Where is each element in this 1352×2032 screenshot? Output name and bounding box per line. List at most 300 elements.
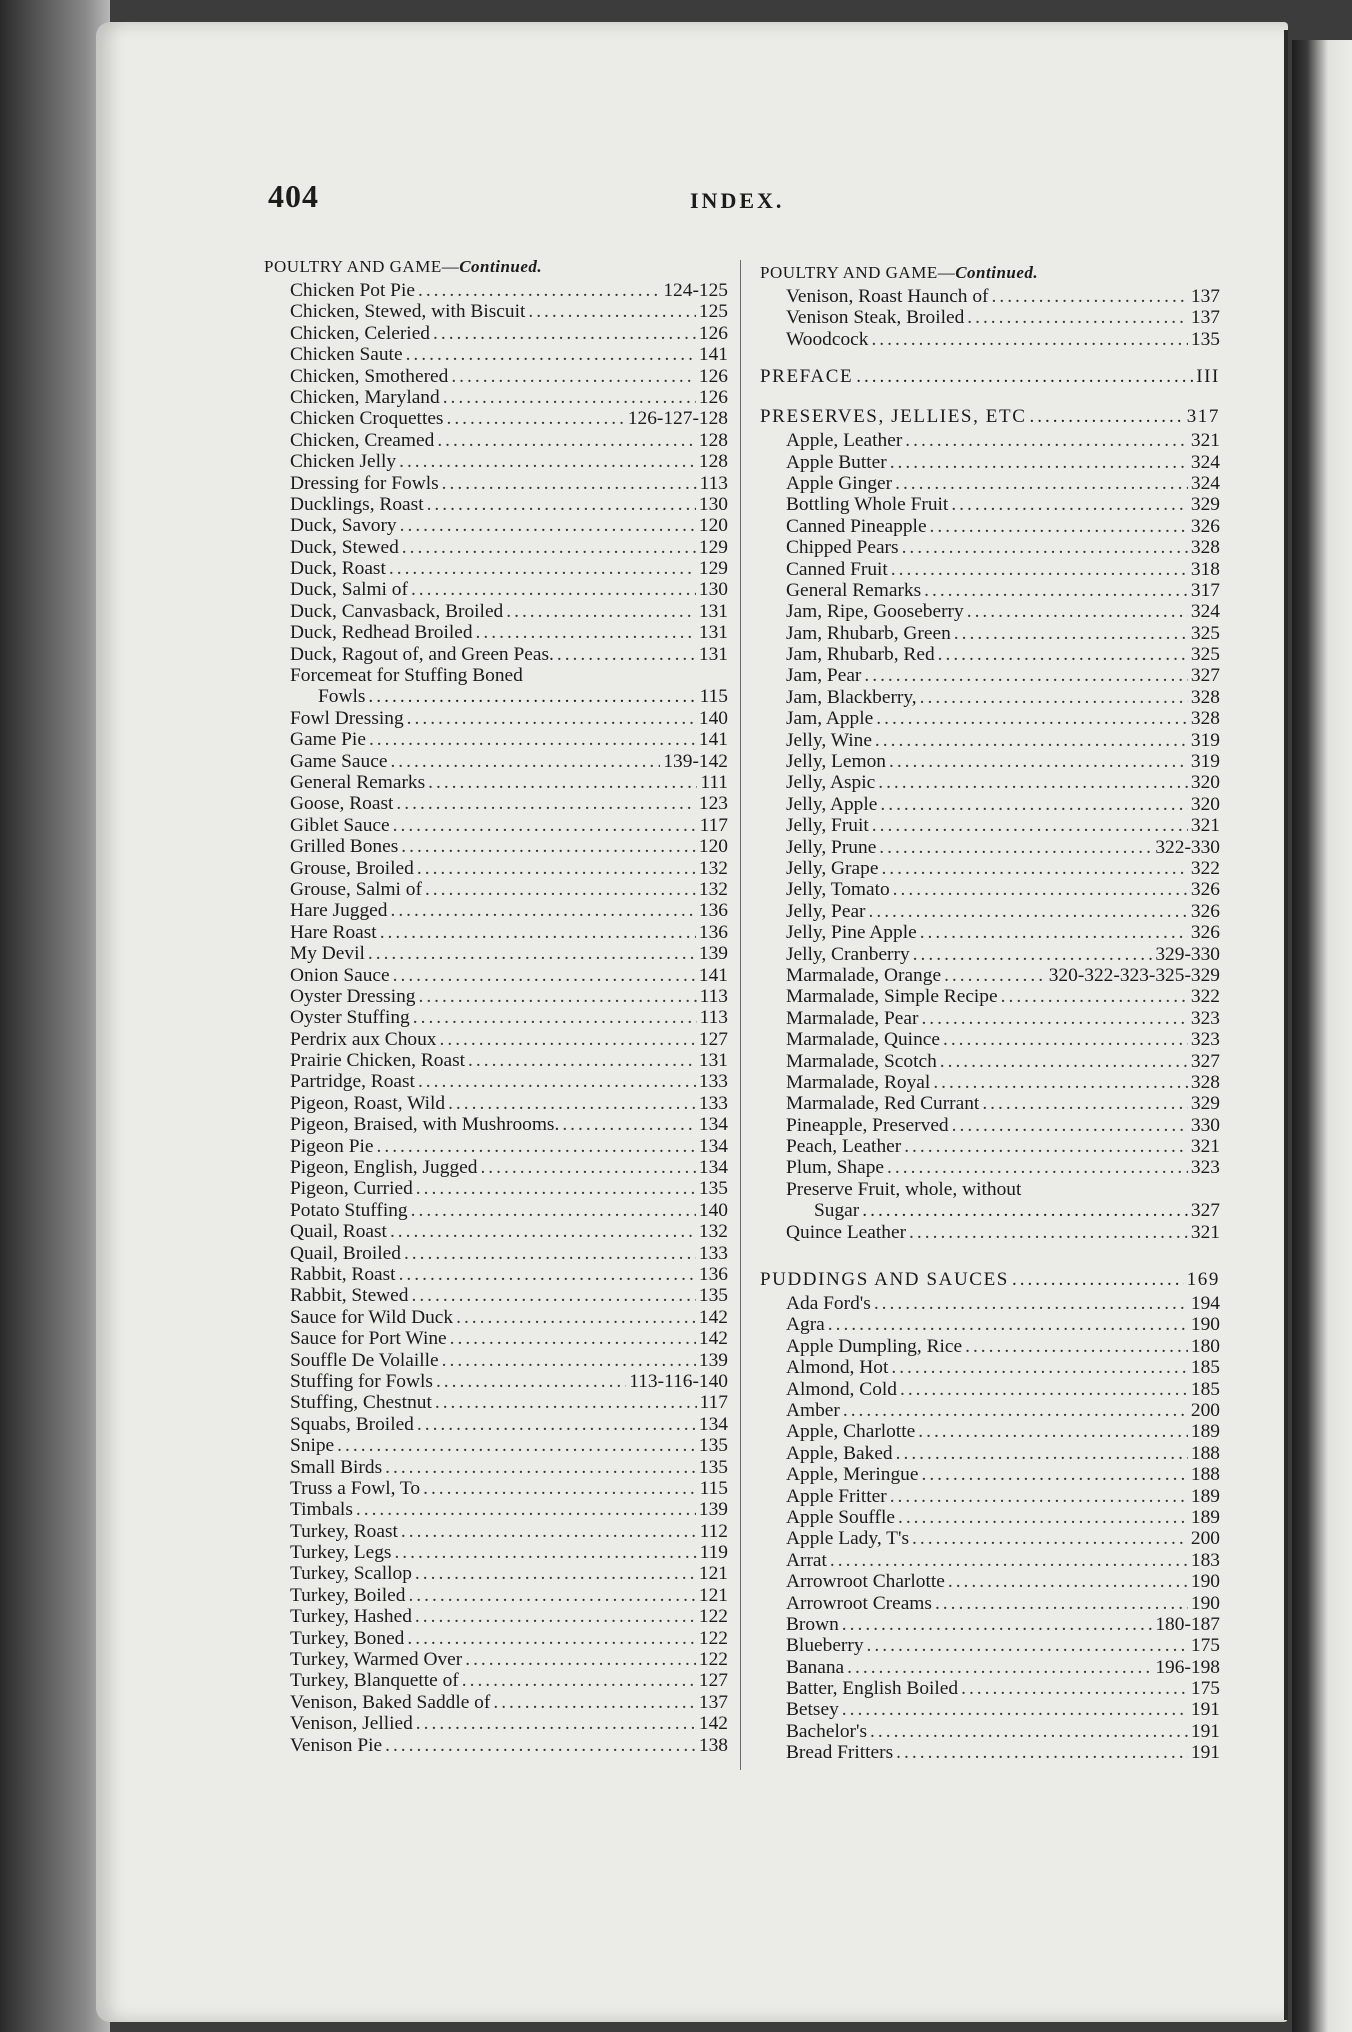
entry-page: 191 [1190,1720,1220,1742]
index-entry [760,473,1220,494]
entry-name: Duck, Salmi of [290,579,408,601]
dot-leader [436,1371,626,1392]
entry-name: Peach, Leather [786,1136,902,1158]
entry-name-continued: Sugar [814,1200,860,1222]
entry-name: Batter, English Boiled [786,1678,959,1700]
index-entry [264,366,728,387]
dot-leader [876,708,1188,729]
dot-leader [862,1200,1188,1221]
index-column-left [264,254,728,1756]
entry-page: 189 [1190,1485,1220,1507]
index-entry [264,537,728,558]
entry-page: 326 [1190,900,1220,922]
index-entry [760,1008,1220,1029]
index-entry [760,1657,1220,1678]
dot-leader [390,751,660,772]
entry-name: Marmalade, Scotch [786,1050,937,1072]
dot-leader [881,858,1187,879]
entry-page: 132 [698,1221,728,1243]
entry-name: General Remarks [290,772,426,794]
index-entry [760,708,1220,729]
entry-name: Oyster Stuffing [290,1007,410,1029]
dot-leader [385,1457,696,1478]
index-entry [264,1007,728,1028]
index-entry [264,1200,728,1221]
index-entry [760,452,1220,473]
entry-page: 131 [698,643,728,665]
dot-leader [887,1157,1188,1178]
entry-page: 130 [698,493,728,515]
entry-page: 135 [698,1178,728,1200]
entry-page: 122 [698,1649,728,1671]
entry-page: 128 [698,451,728,473]
entry-page: 329 [1190,494,1220,516]
entry-name: Giblet Sauce [290,814,390,836]
index-entry [760,772,1220,793]
dot-leader [408,1585,695,1606]
dot-leader [890,452,1188,473]
index-entry [760,1336,1220,1357]
index-entry [760,986,1220,1007]
entry-page: 136 [698,1264,728,1285]
index-entry [760,1721,1220,1742]
entry-page: 137 [698,1691,728,1713]
entry-page: 200 [1190,1400,1220,1421]
entry-page: 122 [698,1606,728,1628]
entry-name: Betsey [786,1699,839,1721]
dot-leader [393,815,697,836]
entry-name: Jam, Apple [786,708,874,730]
entry-page: 120 [698,836,728,858]
index-entry [264,622,728,643]
index-entry [264,515,728,536]
entry-page: 324 [1190,601,1220,623]
index-entry [264,601,728,622]
entry-name: General Remarks [786,579,922,601]
dot-leader [965,1336,1188,1357]
index-entry [760,559,1220,580]
entry-name: Game Pie [290,729,366,751]
entry-name: Turkey, Scallop [290,1563,412,1585]
entry-name: Jelly, Prune [786,836,877,858]
index-entry [264,772,728,793]
index-entry [264,922,728,943]
index-entry [760,307,1220,328]
entry-name: Duck, Savory [290,515,397,537]
entry-page: 188 [1190,1442,1220,1464]
index-entry [264,644,728,665]
entry-page: 134 [698,1157,728,1179]
entry-name: Rabbit, Stewed [290,1285,409,1307]
dot-leader [889,751,1188,772]
index-entry [264,1478,728,1499]
index-entry [264,879,728,900]
entry-page: 200 [1190,1528,1220,1550]
entry-page: 318 [1190,558,1220,580]
index-entry [264,280,728,301]
index-entry [264,1307,728,1328]
dot-leader [940,1051,1188,1072]
index-entry [760,1222,1220,1243]
dot-leader [828,1314,1188,1335]
entry-name: Apple Ginger [786,472,893,494]
index-entry [264,430,728,451]
entry-page: 320 [1190,793,1220,815]
entry-page: 142 [698,1713,728,1735]
entry-page: 140 [698,707,728,729]
running-head: INDEX. [690,188,785,213]
index-entry [760,1507,1220,1528]
index-entry [264,473,728,494]
entry-page: 133 [698,1092,728,1114]
entry-name: Duck, Redhead Broiled [290,622,473,644]
entry-name: Goose, Roast [290,793,394,815]
entry-page: 139-142 [663,750,728,772]
entry-name: Oyster Dressing [290,985,416,1007]
index-entry [264,1050,728,1071]
dot-leader [875,730,1188,751]
entry-page: 326 [1190,515,1220,537]
index-entry [760,1136,1220,1157]
dot-leader [393,965,696,986]
index-entry [760,1635,1220,1656]
dot-leader [891,1357,1188,1378]
entry-page: 327 [1190,1050,1220,1072]
dot-leader [380,922,696,943]
entry-page: 141 [698,964,728,986]
page-gutter-shadow [1284,30,1288,2020]
entry-name: Jelly, Apple [786,793,878,815]
entry-name: Venison, Jellied [290,1713,413,1735]
entry-page: 185 [1190,1357,1220,1379]
entry-name: Arrowroot Charlotte [786,1571,945,1593]
section-heading-preserves [760,404,1220,430]
entry-page: 136 [698,921,728,943]
entry-name: Jelly, Grape [786,857,879,879]
index-entry [264,1029,728,1050]
dot-leader [404,1243,696,1264]
entry-page: 123 [698,793,728,815]
index-entry [264,1328,728,1349]
entry-name: Rabbit, Roast [290,1264,396,1285]
entry-name: Perdrix aux Choux [290,1028,437,1050]
entry-name: Potato Stuffing [290,1199,408,1221]
dot-leader [423,1478,697,1499]
index-entry [264,793,728,814]
dot-leader [878,772,1188,793]
dot-leader [416,1178,696,1199]
index-entry [760,1051,1220,1072]
entry-page: 325 [1190,622,1220,644]
index-entry [264,1392,728,1413]
entry-page: 328 [1190,1071,1220,1093]
entry-name: Forcemeat for Stuffing Boned [290,665,523,687]
index-entry [760,1550,1220,1571]
section-heading-label: POULTRY AND GAME— [760,263,956,282]
entry-name: Venison, Baked Saddle of [290,1691,491,1713]
entry-name: Quail, Roast [290,1221,387,1243]
dot-leader [440,1029,696,1050]
index-entry [264,1264,728,1285]
entry-page: 112 [699,1520,728,1542]
entry-name: Chicken, Celeried [290,322,430,344]
dot-leader [938,644,1188,665]
column-divider [740,260,741,1770]
entry-page: 191 [1190,1699,1220,1721]
entry-name: Chicken Croquettes [290,408,444,430]
entry-page: 131 [698,600,728,622]
dot-leader [394,1542,696,1563]
dot-leader [411,1200,696,1221]
entry-name: Duck, Ragout of, and Green Peas. [290,643,554,665]
dot-leader [418,280,660,301]
dot-leader [967,601,1188,622]
dot-leader [446,408,624,429]
dot-leader [982,1093,1188,1114]
dot-leader [1001,986,1188,1007]
index-entry [264,986,728,1007]
index-entry [760,537,1220,558]
index-entry [264,1499,728,1520]
entry-page: 189 [1190,1421,1220,1443]
index-entry [264,408,728,429]
dot-leader [909,1222,1188,1243]
entry-name: Marmalade, Royal [786,1071,931,1093]
entry-page: 322 [1190,986,1220,1008]
dot-leader [402,537,696,558]
dot-leader [390,900,695,921]
entry-page: 113-116-140 [629,1370,728,1392]
entry-page: 115 [699,686,728,708]
dot-leader [895,473,1188,494]
index-entry [760,794,1220,815]
dot-leader [406,344,696,365]
entry-name: Timbals [290,1499,353,1521]
entry-page: 139 [698,943,728,965]
index-entry [264,1628,728,1649]
index-entry [264,579,728,600]
entry-name: Agra [786,1314,825,1336]
dot-leader [912,1528,1188,1549]
index-entry [760,1314,1220,1335]
entry-name-continued: Fowls [318,686,366,708]
dot-leader [943,1029,1188,1050]
entry-page: 185 [1190,1378,1220,1400]
dot-leader [930,516,1188,537]
dot-leader [368,686,696,707]
index-entry [760,494,1220,515]
entry-name: Chicken, Creamed [290,429,435,451]
dot-leader [1029,404,1183,430]
entry-name: Pigeon, English, Jugged [290,1157,478,1179]
entry-page: 135 [1190,328,1220,350]
index-entry [264,1243,728,1264]
entry-page: 320-322-323-325-329 [1048,964,1220,986]
entry-name: Apple, Baked [786,1442,893,1464]
section-heading-puddings [760,1267,1220,1293]
dot-leader [562,1114,696,1135]
dot-leader [898,1507,1188,1528]
entry-name: Apple, Meringue [786,1464,919,1486]
entry-name: Pigeon, Braised, with Mushrooms. [290,1114,560,1136]
index-entry [264,751,728,772]
entry-name: Woodcock [786,328,869,350]
entry-name: Sauce for Port Wine [290,1328,447,1350]
dot-leader [433,323,696,344]
index-entry [760,430,1220,451]
index-entry [264,1136,728,1157]
entry-page: 117 [699,814,728,836]
entry-page: 111 [700,772,728,794]
dot-leader [442,1350,696,1371]
entry-name: Turkey, Roast [290,1520,398,1542]
entry-page: 321 [1190,1136,1220,1158]
dot-leader [407,1628,696,1649]
entry-page: 134 [698,1413,728,1435]
dot-leader [356,1499,696,1520]
dot-leader [921,1008,1187,1029]
entry-name: Grouse, Salmi of [290,878,422,900]
entry-page: 321 [1190,430,1220,452]
entry-page: 328 [1190,708,1220,730]
entry-name: Almond, Hot [786,1357,889,1379]
dot-leader [462,1670,696,1691]
index-entry [760,329,1220,350]
entry-name: Chicken Jelly [290,451,397,473]
index-entry [760,1029,1220,1050]
entry-name: Apple Lady, T's [786,1528,910,1550]
index-entry [760,580,1220,601]
index-entry [760,1293,1220,1314]
index-entry [264,665,728,708]
index-entry [760,1093,1220,1114]
entry-page: 319 [1190,751,1220,773]
entry-name: Bottling Whole Fruit [786,494,949,516]
entry-page: 126 [698,386,728,408]
entry-name: Jam, Rhubarb, Green [786,622,951,644]
entry-page: 323 [1190,1029,1220,1051]
entry-name: Turkey, Blanquette of [290,1670,459,1692]
dot-leader [437,430,696,451]
entry-name: Jelly, Wine [786,729,872,751]
dot-leader [967,307,1188,328]
dot-leader [443,387,696,408]
entry-name: Chipped Pears [786,537,899,559]
entry-page: 139 [698,1499,728,1521]
index-entry [760,644,1220,665]
index-entry [760,1528,1220,1549]
entry-name: Quail, Broiled [290,1242,401,1264]
index-entry [264,1285,728,1306]
entry-name: Chicken, Smothered [290,365,449,387]
dot-leader [951,494,1188,515]
index-entry [760,858,1220,879]
index-entry [760,1379,1220,1400]
index-entry [264,451,728,472]
entry-page: 134 [698,1135,728,1157]
dot-leader [337,1435,696,1456]
section-heading-label: PREFACE [760,366,854,388]
entry-name: Jelly, Cranberry [786,943,910,965]
dot-leader [893,879,1188,900]
index-entry [264,1692,728,1713]
entry-name: Apple, Charlotte [786,1421,916,1443]
dot-leader [880,794,1188,815]
entry-page: 180-187 [1155,1613,1220,1635]
entry-name: Snipe [290,1435,335,1457]
dot-leader [428,772,697,793]
entry-name: Pigeon Pie [290,1135,374,1157]
section-heading-label: PUDDINGS AND SAUCES [760,1269,1009,1291]
dot-leader [401,1521,697,1542]
index-entry [264,1114,728,1135]
index-entry [264,323,728,344]
dot-leader [442,473,697,494]
entry-page: 326 [1190,879,1220,901]
dot-leader [913,944,1153,965]
index-entry [264,1542,728,1563]
index-entry [760,1421,1220,1442]
index-entry [264,1157,728,1178]
entry-name: Jam, Ripe, Gooseberry [786,601,964,623]
entry-name: Fowl Dressing [290,707,404,729]
index-column-right [760,260,1220,1764]
index-entry [264,1071,728,1092]
entry-continuation [290,686,728,707]
entry-page: 117 [699,1392,728,1414]
entry-name: Canned Pineapple [786,515,927,537]
index-entry-list [264,708,728,1756]
entry-name: Souffle De Volaille [290,1349,439,1371]
dot-leader [400,515,696,536]
entry-name: Jelly, Fruit [786,815,869,837]
index-entry [264,815,728,836]
entry-page: 190 [1190,1592,1220,1614]
dot-leader [830,1550,1188,1571]
dot-leader [842,1699,1188,1720]
entry-name: Apple, Leather [786,430,903,452]
index-entry [760,623,1220,644]
entry-page: 327 [1190,665,1220,687]
dot-leader [900,1379,1188,1400]
index-entry [264,836,728,857]
index-entry [760,1400,1220,1421]
entry-page: 141 [698,344,728,366]
index-entry [760,286,1220,307]
index-entry [264,1670,728,1691]
entry-name: Chicken, Maryland [290,386,440,408]
entry-page: 180 [1190,1335,1220,1357]
entry-name: Sauce for Wild Duck [290,1306,454,1328]
entry-name: Jam, Rhubarb, Red [786,644,935,666]
entry-page: 135 [698,1435,728,1457]
entry-page: 133 [698,1242,728,1264]
dot-leader [842,1614,1153,1635]
entry-name: Apple Dumpling, Rice [786,1335,963,1357]
entry-name: Jam, Pear [786,665,862,687]
entry-name: Apple Fritter [786,1485,887,1507]
entry-name: Marmalade, Quince [786,1029,940,1051]
entry-name: Jam, Blackberry, [786,686,917,708]
dot-leader [451,366,696,387]
index-entry [760,1486,1220,1507]
entry-name: Ada Ford's [786,1293,871,1315]
entry-name: Venison Steak, Broiled [786,307,965,329]
entry-page: 115 [699,1477,728,1499]
index-entry [264,1606,728,1627]
entry-page: 137 [1190,307,1220,329]
entry-name: Preserve Fruit, whole, without [786,1178,1022,1200]
